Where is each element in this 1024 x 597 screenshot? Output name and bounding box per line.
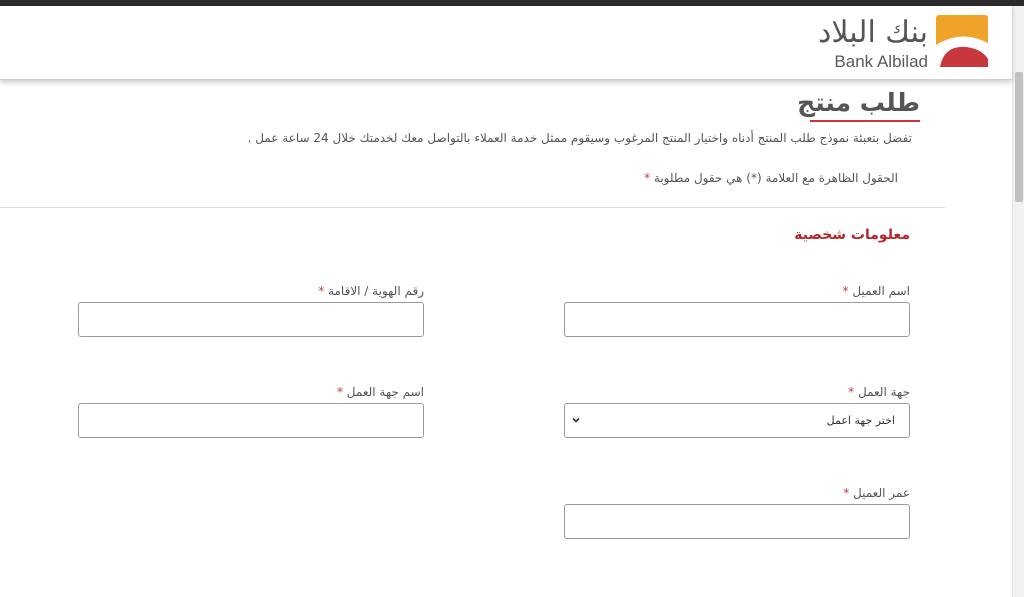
bank-logo[interactable]: [818, 15, 988, 75]
section-title-personal-info: معلومات شخصية: [794, 227, 910, 243]
required-fields-note: [644, 170, 898, 186]
required-star: *: [336, 385, 343, 399]
required-star: *: [843, 486, 850, 500]
section-divider: [0, 207, 945, 208]
bank-name-english: Bank Albilad: [834, 52, 928, 71]
employer-type-label-text: جهة العمل: [857, 385, 910, 399]
id-number-label: [318, 283, 424, 299]
required-note-text: الحقول الظاهرة مع العلامة (*) هي حقول مطلوبة: [653, 171, 898, 185]
main-content: [0, 80, 1012, 597]
bank-logo-icon: [936, 15, 988, 67]
intro-text: تفضل بتعبئة نموذج طلب المنتج أدناه واختيار المنتج المرغوب وسيقوم ممثل خدمة العملاء بالتواصل معك لخدمتك خلال 24 ساعة عمل .: [247, 131, 912, 145]
page-title: طلب منتج: [797, 88, 920, 117]
customer-name-label-text: اسم العميل: [852, 284, 910, 298]
employer-type-selected: اختر جهة اعمل: [826, 414, 895, 427]
customer-name-input[interactable]: [564, 302, 910, 337]
required-star: *: [848, 385, 855, 399]
employer-name-label: [337, 384, 424, 400]
employer-type-select[interactable]: [564, 403, 910, 438]
required-star: *: [842, 284, 849, 298]
customer-age-input[interactable]: [564, 504, 910, 539]
employer-name-label-text: اسم جهة العمل: [346, 385, 424, 399]
bank-name-arabic: بنك البلاد: [817, 15, 928, 50]
required-star: *: [318, 284, 325, 298]
page-scrollbar[interactable]: [1012, 6, 1024, 597]
id-number-label-text: رقم الهوية / الاقامة: [328, 284, 424, 298]
customer-name-label: [843, 283, 910, 299]
customer-age-label: [843, 485, 910, 501]
id-number-input[interactable]: [78, 302, 424, 337]
employer-name-input[interactable]: [78, 403, 424, 438]
chevron-down-icon: [571, 415, 581, 425]
employer-type-label: [848, 384, 910, 400]
title-underline: [810, 120, 920, 122]
required-star: *: [644, 171, 651, 185]
customer-age-label-text: عمر العميل: [853, 486, 910, 500]
site-header: [0, 6, 1012, 80]
scrollbar-thumb[interactable]: [1015, 72, 1023, 202]
